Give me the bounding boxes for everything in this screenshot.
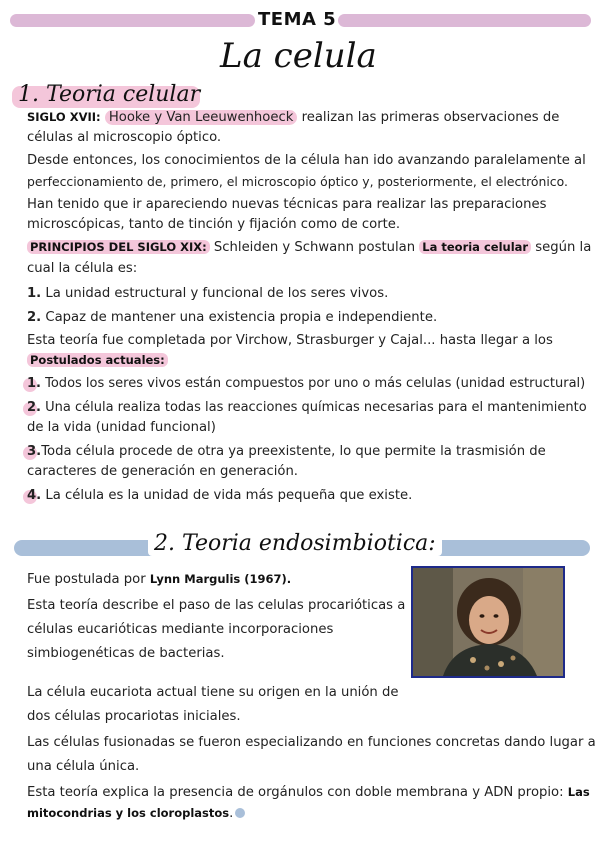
page-title: La celula [220, 36, 377, 76]
fused-line1: Las células fusionadas se fueron especializando en funciones concretas dando lugar a [27, 735, 596, 750]
principios-end: según la [535, 240, 592, 255]
explains-text: Esta teoría explica la presencia de orgánulos con doble membrana y ADN propio: [27, 785, 564, 800]
explains-end: . [229, 806, 234, 821]
organelles-label: mitocondrias y los cloroplastos [27, 806, 230, 820]
siglo-xvii-line2: células al microscopio óptico. [27, 130, 222, 145]
principle-num-1: 1. [27, 286, 42, 301]
postulado-text-2: Una célula realiza todas las reacciones químicas necesarias para el mantenimiento [45, 400, 587, 415]
lynn-margulis-photo [411, 566, 565, 678]
postulado-num-2: 2. [27, 400, 41, 415]
principle-item-2 [27, 310, 587, 325]
postulados-line [27, 353, 587, 368]
postulado-num-4: 4. [27, 488, 42, 503]
origin-line1: La célula eucariota actual tiene su origen en la unión de [27, 685, 399, 700]
postulado-text-1: Todos los seres vivos están compuestos por uno o más celulas (unidad estructural) [45, 376, 586, 391]
postulado-num-1: 1. [27, 376, 41, 391]
explains-las: Las [567, 785, 590, 799]
postulado-3-cont: caracteres de generación en generación. [27, 464, 299, 479]
principle-num-2: 2. [27, 310, 42, 325]
completed-line: Esta teoría fue completada por Virchow, Strasburger y Cajal... hasta llegar a los [27, 333, 553, 348]
postulado-num-3: 3. [27, 444, 42, 459]
section1-title: 1. Teoria celular [18, 82, 201, 107]
postulado-4 [27, 488, 587, 503]
postulado-text-4: La célula es la unidad de vida más pequeña que existe. [45, 488, 413, 503]
explains-line2 [27, 806, 587, 821]
principios-label: PRINCIPIOS DEL SIGLO XIX: [27, 240, 210, 254]
postulados-label: Postulados actuales: [27, 353, 168, 367]
principle-text-1: La unidad estructural y funcional de los seres vivos. [45, 286, 389, 301]
para2-line2: microscópicas, tanto de tinción y fijación como de corte. [27, 217, 401, 232]
siglo-xvii-line [27, 110, 587, 125]
origin-line2: dos células procariotas iniciales. [27, 709, 241, 724]
header-bar-right [338, 14, 591, 27]
tema-label: TEMA 5 [258, 9, 337, 30]
section2-title: 2. Teoria endosimbiotica: [148, 531, 442, 556]
postulada-text: Fue postulada por [27, 572, 146, 587]
postulado-2 [27, 400, 587, 415]
teoria-celular-label: La teoria celular [419, 240, 531, 254]
principios-line [27, 240, 592, 255]
explains-line1 [27, 785, 590, 800]
para1-line1: Desde entonces, los conocimientos de la célula han ido avanzando paralelamente al [27, 153, 586, 168]
blue-dot-marker [235, 808, 245, 818]
postulada-name: Lynn Margulis (1967). [149, 572, 292, 586]
siglo-xvii-rest: realizan las primeras observaciones de [301, 110, 560, 125]
postulada-line [27, 572, 407, 587]
principle-text-2: Capaz de mantener una existencia propia e independiente. [45, 310, 438, 325]
principios-line2: cual la célula es: [27, 261, 138, 276]
header-bar-left [10, 14, 255, 27]
principle-item-1 [27, 286, 587, 301]
desc-line2: células eucarióticas mediante incorporaciones [27, 622, 334, 637]
fused-line2: una célula única. [27, 759, 140, 774]
principios-text: Schleiden y Schwann postulan [213, 240, 416, 255]
postulado-text-3: Toda célula procede de otra ya preexistente, lo que permite la trasmisión de [41, 444, 546, 459]
desc-line1: Esta teoría describe el paso de las celulas procarióticas a [27, 598, 406, 613]
para2-line1: Han tenido que ir apareciendo nuevas técnicas para realizar las preparaciones [27, 197, 547, 212]
desc-line3: simbiogenéticas de bacterias. [27, 646, 225, 661]
postulado-2-cont: de la vida (unidad funcional) [27, 420, 216, 435]
portrait-illustration [413, 568, 563, 676]
postulado-3 [27, 444, 587, 459]
siglo-xvii-label: SIGLO XVII: [27, 110, 101, 124]
siglo-xvii-names: Hooke y Van Leeuwenhoeck [105, 110, 298, 125]
postulado-1 [27, 376, 587, 391]
para1-line2: perfeccionamiento de, primero, el microscopio óptico y, posteriormente, el electrónico. [27, 174, 568, 189]
